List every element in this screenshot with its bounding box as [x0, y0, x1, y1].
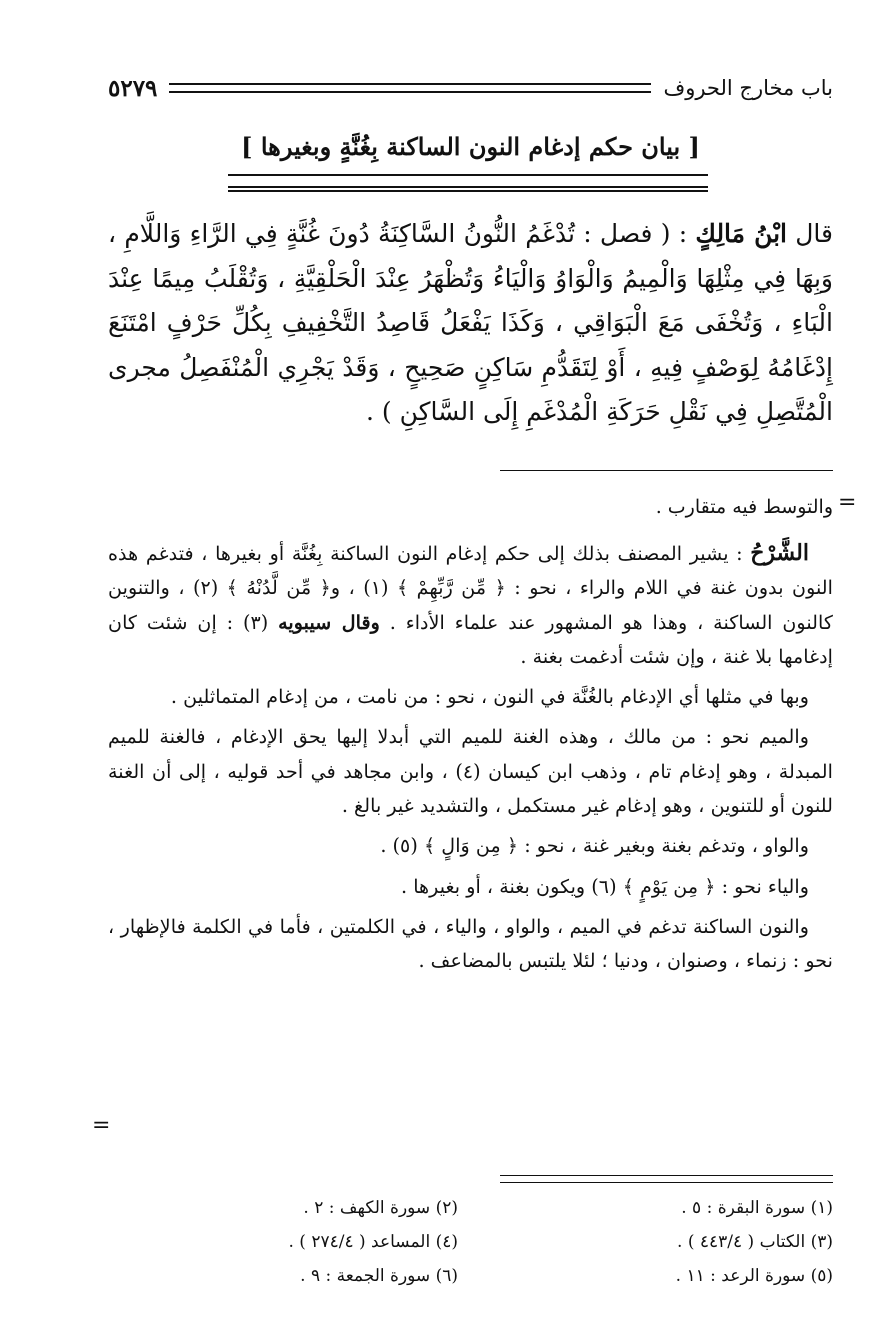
- matn-text: [108, 212, 833, 435]
- footnote-1: (١) سورة البقرة : ٥ .: [681, 1198, 833, 1218]
- commentary-p1-text: : يشير المصنف بذلك إلى حكم إدغام النون الساكنة بِغُنَّة أو بغيرها ، فتدغم هذه النون بدون غنة في اللام والراء ، نحو : ﴿ مِّن رَّبِّهِمْ ﴾ (١) ، و﴿ مِّن لَّدُنْهُ ﴾ (٢) ، والتنوين كالنون الساكنة ، وهذا هو المشهور عند علماء الأداء .: [108, 542, 833, 634]
- footnote-2: (٢) سورة الكهف : ٢ .: [303, 1198, 458, 1218]
- matn-body: : ( فصل : تُدْغَمُ النُّونُ السَّاكِنَةُ دُونَ غُنَّةٍ فِي الرَّاءِ وَاللَّامِ ، وَبِهَا فِي مِثْلِهَا وَالْمِيمُ وَالْوَاوُ وَالْيَاءُ وَتُظْهَرُ عِنْدَ الْحَلْقِيَّةِ ، وَتُقْلَبُ مِيمًا عِنْدَ الْبَاءِ ، وَتُخْفَى مَعَ الْبَوَاقِي ، وَكَذَا يَفْعَلُ قَاصِدُ التَّخْفِيفِ بِكُلِّ حَرْفٍ امْتَنَعَ إِدْغَامُهُ لِوَصْفٍ فِيهِ ، أَوْ لِتَقَدُّمِ سَاكِنٍ صَحِيحٍ ، وَقَدْ يَجْرِي الْمُنْفَصِلُ مجرى الْمُتَّصِلِ فِي نَقْلِ حَرَكَةِ الْمُدْغَمِ إِلَى السَّاكِنِ ) .: [108, 219, 833, 426]
- footnote-5: (٥) سورة الرعد : ١١ .: [675, 1266, 833, 1286]
- sharh-label: الشَّرْحُ: [750, 540, 809, 566]
- section-title: [ بيان حكم إدغام النون الساكنة بِغُنَّةٍ وبغيرها ]: [241, 132, 700, 161]
- footnote-separator: [500, 1175, 833, 1183]
- title-double-rule: [228, 174, 708, 188]
- commentary-paragraph-4: والواو ، وتدغم بغنة وبغير غنة ، نحو : ﴿ مِن وَالٍ ﴾ (٥) .: [380, 834, 809, 858]
- matn-author: ابْنُ مَالِكٍ: [695, 219, 788, 248]
- commentary-paragraph-2: وبها في مثلها أي الإدغام بالغُنَّة في النون ، نحو : من نامت ، من إدغام المتماثلين .: [170, 685, 809, 709]
- commentary-paragraph-3: والميم نحو : من مالك ، وهذه الغنة للميم التي أبدلا إليها يحق الإدغام ، فالغنة للميم المبدلة ، وهو إدغام تام ، وذهب ابن كيسان (٤) ، وابن مجاهد في أحد قوليه ، إلى أن الغنة للنون أو للتنوين ، وهو إدغام غير مستكمل ، والتشديد غير بالغ .: [108, 725, 833, 818]
- footnote-3: (٣) الكتاب ( ٤٤٣/٤ ) .: [677, 1232, 833, 1252]
- continuation-text: والتوسط فيه متقارب .: [655, 496, 833, 518]
- commentary-paragraph-5: والياء نحو : ﴿ مِن يَوْمٍ ﴾ (٦) ويكون بغنة ، أو بغيرها .: [401, 874, 809, 898]
- page-number: ٥٢٧٩: [108, 74, 158, 102]
- matn-lead: قال: [795, 219, 833, 248]
- commentary: [108, 536, 833, 985]
- footnote-6: (٦) سورة الجمعة : ٩ .: [300, 1266, 458, 1286]
- commentary-p1-bold: وقال سيبويه: [278, 610, 380, 634]
- commentary-p1-tail: (٣) : إن شئت كان إدغامها بلا غنة ، وإن شئت أدغمت بغنة .: [108, 610, 833, 668]
- title-rule-bottom: [228, 190, 708, 192]
- footnote-4: (٤) المساعد ( ٢٧٤/٤ ) .: [288, 1232, 458, 1252]
- matn-separator: [500, 470, 833, 471]
- continuation-mark-top: =: [838, 490, 857, 515]
- header-rule: [169, 83, 651, 93]
- commentary-paragraph-6: والنون الساكنة تدغم في الميم ، والواو ، والياء ، في الكلمتين ، فأما في الكلمة فالإظهار ، نحو : زنماء ، وصنوان ، ودنيا ؛ لئلا يلتبس بالمضاعف .: [108, 914, 833, 973]
- commentary-paragraph-1: [108, 536, 833, 674]
- chapter-title: باب مخارج الحروف: [663, 76, 833, 100]
- running-header: [108, 70, 833, 106]
- continuation-mark-bottom: =: [92, 1113, 111, 1138]
